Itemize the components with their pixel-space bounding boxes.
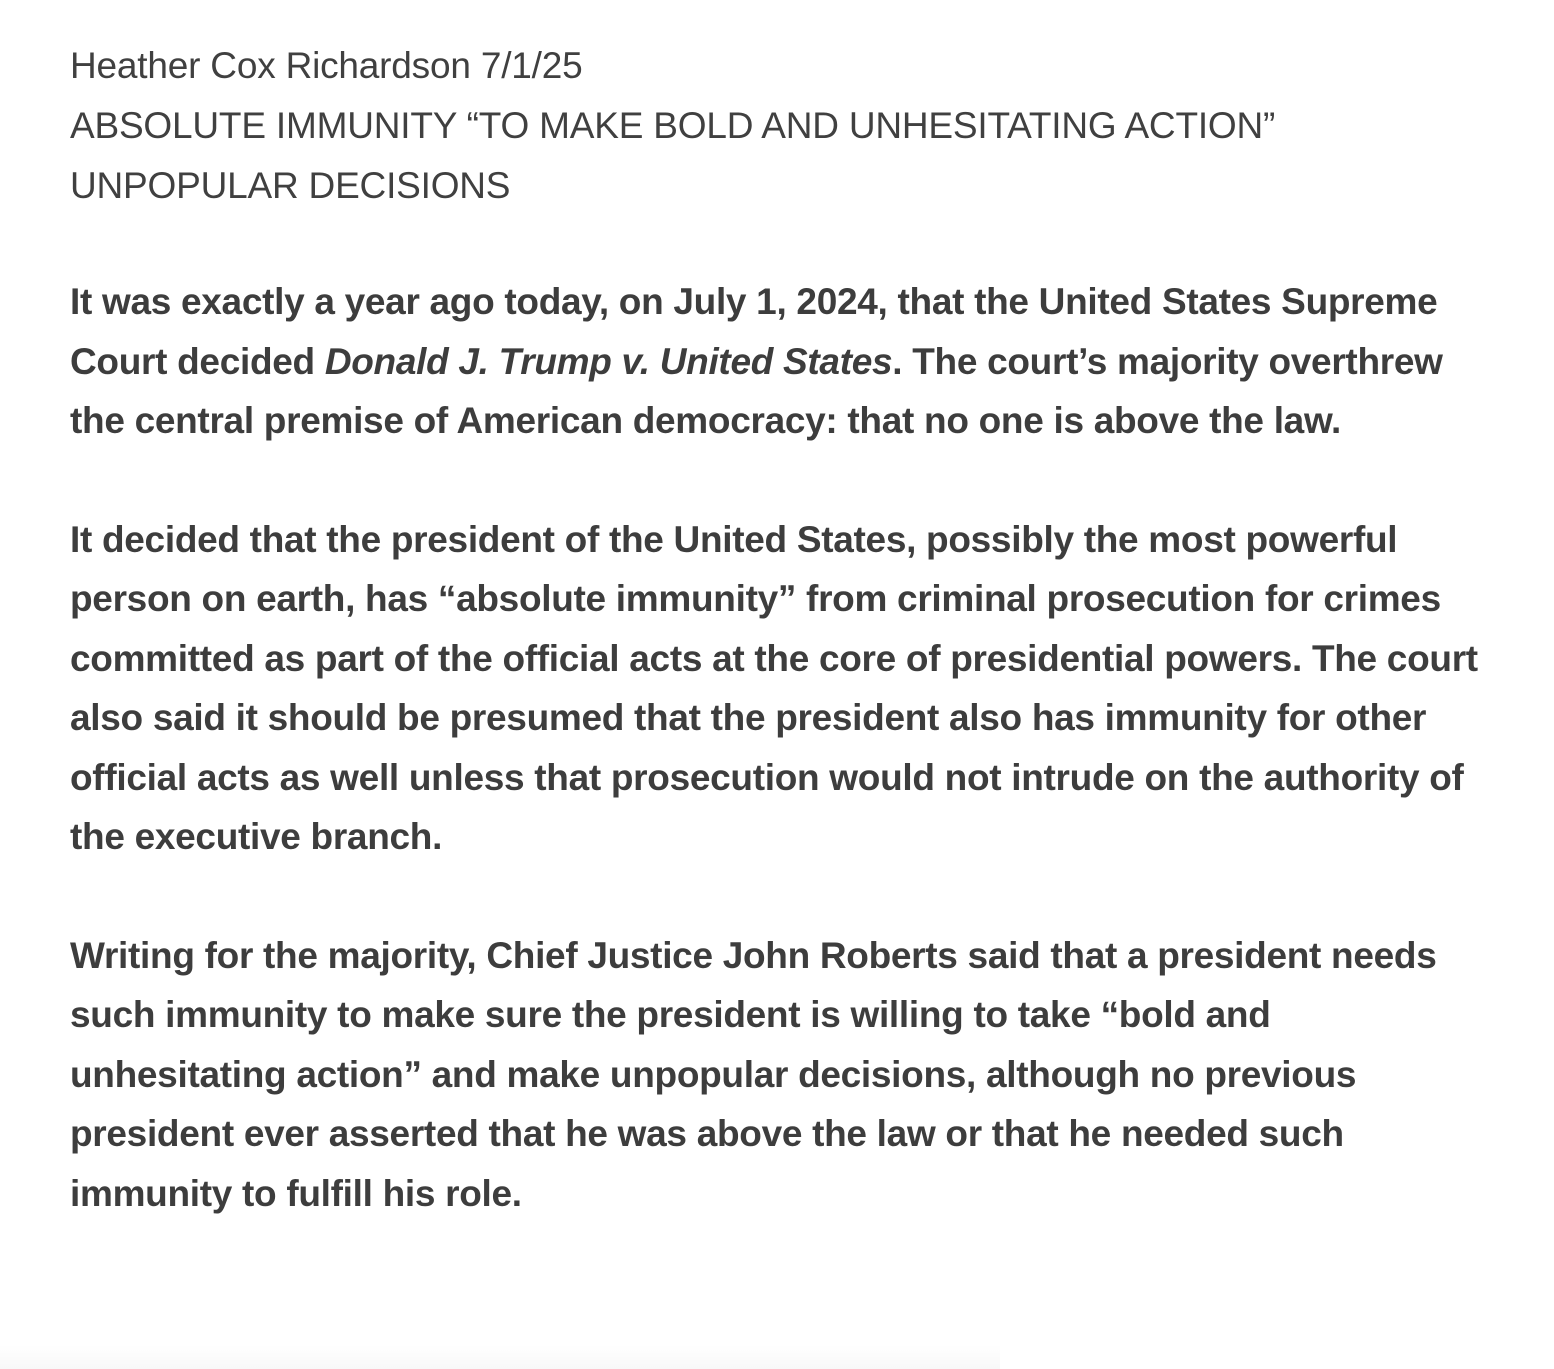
paragraph-1-intro: It was exactly a year ago today, on July 1, 2024, that the United States Supreme Court decided (70, 281, 1438, 382)
author-date: Heather Cox Richardson 7/1/25 (70, 45, 583, 86)
case-name: Donald J. Trump v. United States (324, 340, 893, 382)
headline-line-1: ABSOLUTE IMMUNITY “TO MAKE BOLD AND UNHESITATING ACTION” (70, 105, 1276, 146)
paragraph-3: Writing for the majority, Chief Justice John Roberts said that a president needs such immunity to make sure the president is willing to take “bold and unhesitating action” and make unpopular decisions, although no previous president ever asserted that he was above the law or that he needed such immunity to fulfill his role. (70, 934, 1437, 1214)
paragraph-2: It decided that the president of the United States, possibly the most powerful person on earth, has “absolute immunity” from criminal prosecution for crimes committed as part of the official acts at the core of presidential powers. The court also said it should be presumed that the president also has immunity for other official acts as well unless that prosecution would not intrude on the authority of the executive branch. (70, 518, 1478, 857)
document (70, 36, 1490, 1223)
paragraph-1 (70, 272, 1490, 451)
headline-line-2: UNPOPULAR DECISIONS (70, 165, 511, 206)
paragraph-1-rest: . The court’s majority overthrew the central premise of American democracy: that no one is above the law. (70, 340, 1443, 441)
bottom-fade (0, 1345, 1000, 1369)
header-spacer (70, 216, 1490, 272)
